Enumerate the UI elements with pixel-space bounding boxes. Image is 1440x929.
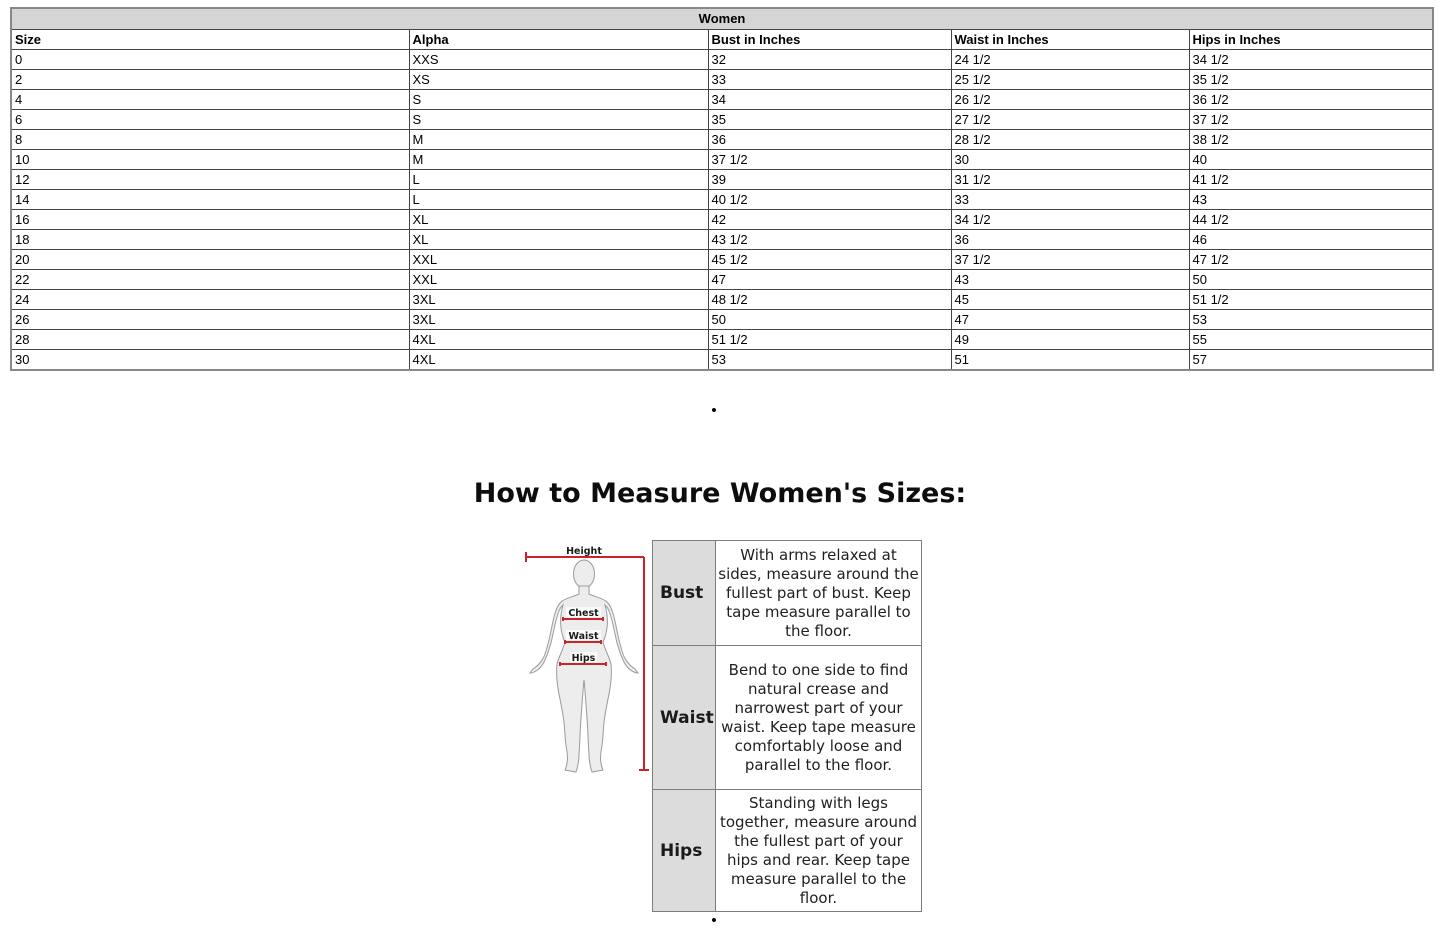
size-cell: 37 1/2	[1189, 109, 1433, 129]
list-bullet-icon: •	[711, 912, 717, 929]
chest-label: Chest	[568, 608, 599, 619]
size-row	[11, 349, 1433, 370]
size-cell: 41 1/2	[1189, 169, 1433, 189]
size-row	[11, 269, 1433, 289]
size-row	[11, 309, 1433, 329]
size-cell: 35 1/2	[1189, 69, 1433, 89]
size-cell: XXL	[409, 269, 708, 289]
size-cell: 43	[1189, 189, 1433, 209]
size-cell: 36	[951, 229, 1189, 249]
size-cell: 43 1/2	[708, 229, 951, 249]
size-cell: M	[409, 149, 708, 169]
size-cell: 30	[11, 349, 409, 370]
size-cell: 53	[708, 349, 951, 370]
size-cell: 46	[1189, 229, 1433, 249]
column-header: Waist in Inches	[951, 29, 1189, 49]
size-cell: 12	[11, 169, 409, 189]
column-header: Hips in Inches	[1189, 29, 1433, 49]
size-cell: 38 1/2	[1189, 129, 1433, 149]
female-body-silhouette-icon	[530, 560, 638, 772]
size-cell: 33	[951, 189, 1189, 209]
size-cell: 3XL	[409, 309, 708, 329]
size-cell: 49	[951, 329, 1189, 349]
size-cell: 28	[11, 329, 409, 349]
size-cell: 37 1/2	[951, 249, 1189, 269]
size-cell: 25 1/2	[951, 69, 1189, 89]
size-cell: 45 1/2	[708, 249, 951, 269]
size-row	[11, 289, 1433, 309]
size-row	[11, 149, 1433, 169]
size-cell: S	[409, 109, 708, 129]
size-cell: 43	[951, 269, 1189, 289]
size-cell: 50	[1189, 269, 1433, 289]
size-cell: S	[409, 89, 708, 109]
size-cell: 48 1/2	[708, 289, 951, 309]
size-cell: 34 1/2	[951, 209, 1189, 229]
size-cell: 4XL	[409, 349, 708, 370]
size-cell: 51 1/2	[708, 329, 951, 349]
measure-label: Bust	[653, 541, 716, 646]
table-title-row	[11, 8, 1433, 29]
size-cell: 40 1/2	[708, 189, 951, 209]
size-cell: 26 1/2	[951, 89, 1189, 109]
list-bullet-icon: •	[711, 402, 717, 419]
size-cell: 0	[11, 49, 409, 69]
size-row	[11, 129, 1433, 149]
size-row	[11, 69, 1433, 89]
size-cell: XXS	[409, 49, 708, 69]
measure-description: Bend to one side to find natural crease and narrowest part of your waist. Keep tape measure comfortably loose and parallel to the floor.	[715, 646, 921, 790]
measure-row	[653, 646, 922, 790]
page-title: How to Measure Women's Sizes:	[473, 478, 967, 509]
size-cell: 33	[708, 69, 951, 89]
size-cell: 32	[708, 49, 951, 69]
measure-description: Standing with legs together, measure around the fullest part of your hips and rear. Keep tape measure parallel to the floor.	[715, 790, 921, 912]
column-header: Alpha	[409, 29, 708, 49]
size-cell: 47	[951, 309, 1189, 329]
measure-row	[653, 790, 922, 912]
size-cell: 14	[11, 189, 409, 209]
size-row	[11, 169, 1433, 189]
size-cell: 2	[11, 69, 409, 89]
size-row	[11, 89, 1433, 109]
size-cell: 31 1/2	[951, 169, 1189, 189]
size-cell: 22	[11, 269, 409, 289]
table-title: Women	[11, 8, 1433, 29]
size-cell: L	[409, 189, 708, 209]
size-row	[11, 249, 1433, 269]
size-cell: 36 1/2	[1189, 89, 1433, 109]
size-cell: 47	[708, 269, 951, 289]
size-cell: 4XL	[409, 329, 708, 349]
size-cell: 35	[708, 109, 951, 129]
size-cell: 45	[951, 289, 1189, 309]
size-cell: 34 1/2	[1189, 49, 1433, 69]
column-header: Bust in Inches	[708, 29, 951, 49]
waist-label: Waist	[568, 631, 599, 642]
size-cell: XL	[409, 209, 708, 229]
size-cell: 10	[11, 149, 409, 169]
size-cell: 27 1/2	[951, 109, 1189, 129]
size-cell: XS	[409, 69, 708, 89]
size-cell: 8	[11, 129, 409, 149]
hips-label: Hips	[571, 653, 596, 664]
size-cell: 50	[708, 309, 951, 329]
size-cell: M	[409, 129, 708, 149]
size-cell: 34	[708, 89, 951, 109]
size-cell: L	[409, 169, 708, 189]
size-row	[11, 209, 1433, 229]
size-cell: 47 1/2	[1189, 249, 1433, 269]
size-row	[11, 329, 1433, 349]
measure-label: Hips	[653, 790, 716, 912]
size-cell: 6	[11, 109, 409, 129]
size-cell: 42	[708, 209, 951, 229]
size-cell: 26	[11, 309, 409, 329]
size-cell: 16	[11, 209, 409, 229]
height-label: Height	[566, 546, 602, 557]
measure-row	[653, 541, 922, 646]
size-cell: 20	[11, 249, 409, 269]
size-cell: 39	[708, 169, 951, 189]
size-cell: 3XL	[409, 289, 708, 309]
measure-label: Waist	[653, 646, 716, 790]
measure-description: With arms relaxed at sides, measure around the fullest part of bust. Keep tape measure parallel to the floor.	[715, 541, 921, 646]
size-cell: 57	[1189, 349, 1433, 370]
size-cell: 53	[1189, 309, 1433, 329]
size-cell: 51	[951, 349, 1189, 370]
column-header: Size	[11, 29, 409, 49]
size-cell: 30	[951, 149, 1189, 169]
size-cell: XL	[409, 229, 708, 249]
size-cell: 28 1/2	[951, 129, 1189, 149]
size-cell: XXL	[409, 249, 708, 269]
size-cell: 37 1/2	[708, 149, 951, 169]
size-cell: 55	[1189, 329, 1433, 349]
size-row	[11, 109, 1433, 129]
size-row	[11, 189, 1433, 209]
women-size-chart-table	[10, 7, 1434, 371]
measure-instructions-table	[652, 540, 922, 912]
size-row	[11, 229, 1433, 249]
size-cell: 51 1/2	[1189, 289, 1433, 309]
size-row	[11, 49, 1433, 69]
size-cell: 40	[1189, 149, 1433, 169]
size-cell: 44 1/2	[1189, 209, 1433, 229]
size-cell: 24	[11, 289, 409, 309]
size-cell: 36	[708, 129, 951, 149]
column-header-row	[11, 29, 1433, 49]
size-cell: 24 1/2	[951, 49, 1189, 69]
size-cell: 4	[11, 89, 409, 109]
size-cell: 18	[11, 229, 409, 249]
body-measurement-diagram	[518, 538, 650, 782]
